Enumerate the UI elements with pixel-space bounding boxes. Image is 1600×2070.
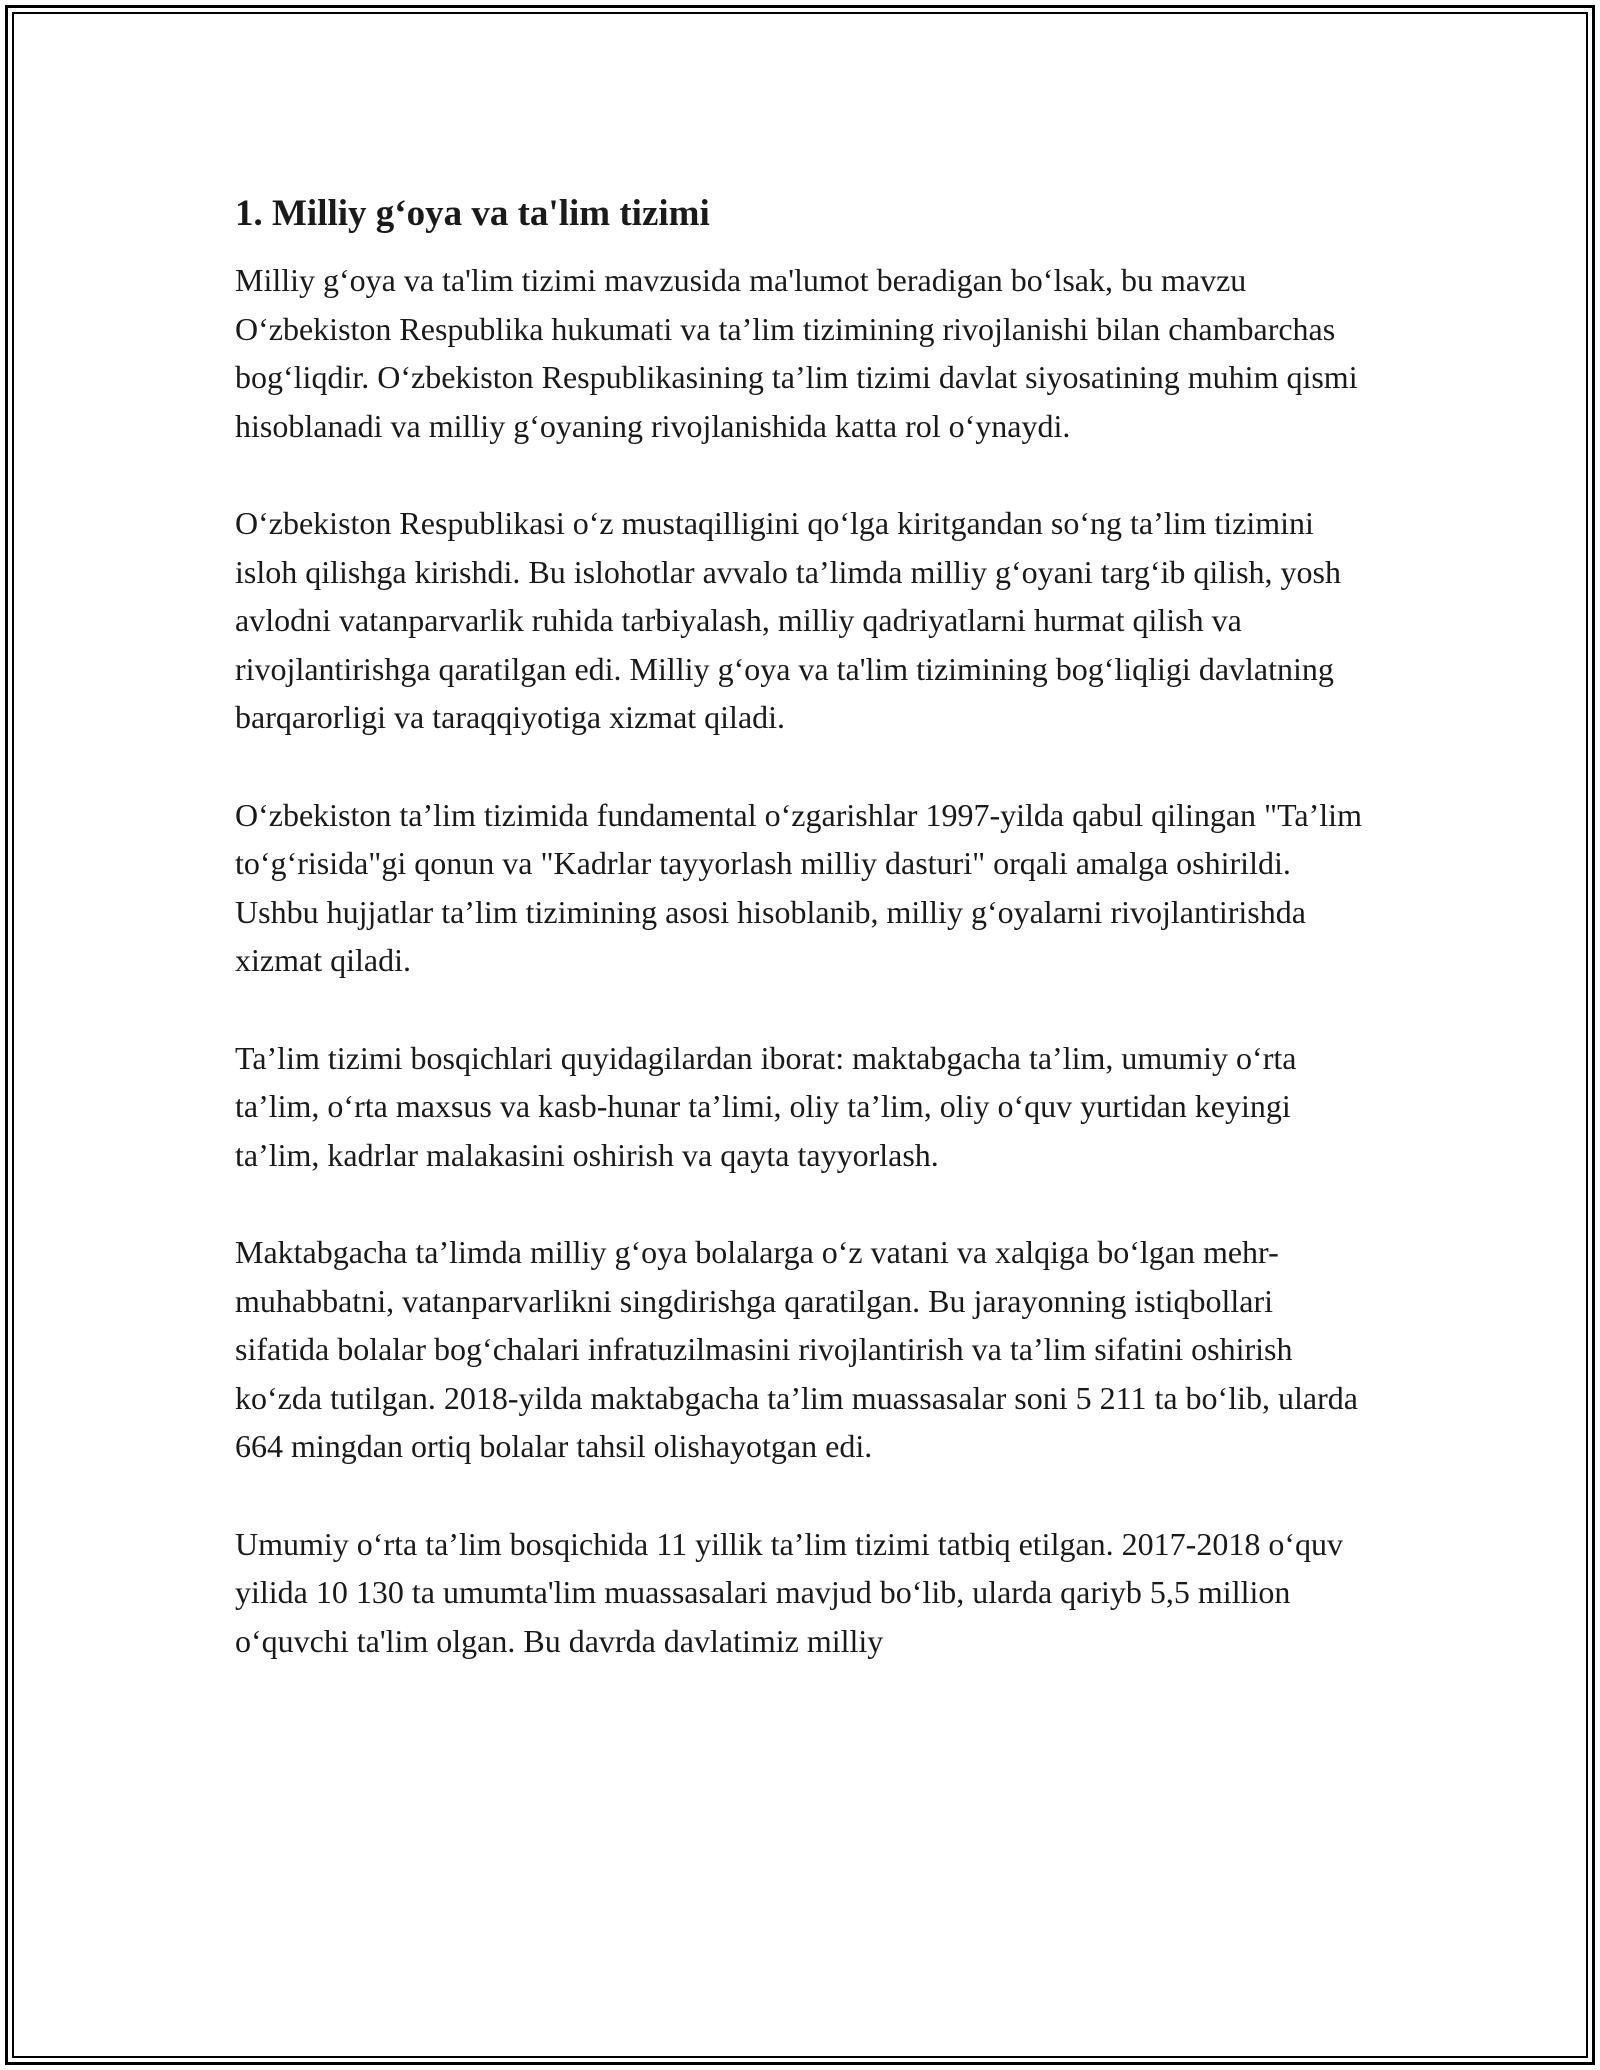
paragraph-1: Milliy g‘oya va ta'lim tizimi mavzusida ma'lumot beradigan bo‘lsak, bu mavzu O‘zbekiston Respublika hukumati va ta’lim tizimining rivojlanishi bilan chambarchas bog‘liqdir. O‘zbekiston Respublikasining ta’lim tizimi davlat siyosatining muhim qismi hisoblanadi va milliy g‘oyaning rivojlanishida katta rol o‘ynaydi.: [235, 262, 1358, 444]
paragraph-4: Ta’lim tizimi bosqichlari quyidagilardan iborat: maktabgacha ta’lim, umumiy o‘rta ta’lim, o‘rta maxsus va kasb-hunar ta’limi, oliy ta’lim, oliy o‘quv yurtidan keyingi ta’lim, kadrlar malakasini oshirish va qayta tayyorlash.: [235, 1039, 1297, 1173]
paragraph-5: Maktabgacha ta’limda milliy g‘oya bolalarga o‘z vatani va xalqiga bo‘lgan mehr-muhabbatni, vatanparvarlikni singdirishga qaratilgan. Bu jarayonning istiqbollari sifatida bolalar bog‘chalari infratuzilmasini rivojlantirish va ta’lim sifatini oshirish ko‘zda tutilgan. 2018-yilda maktabgacha ta’lim muassasalar soni 5 211 ta bo‘lib, ularda 664 mingdan ortiq bolalar tahsil olishayotgan edi.: [235, 1234, 1358, 1464]
paragraph-3: O‘zbekiston ta’lim tizimida fundamental o‘zgarishlar 1997-yilda qabul qilingan "Ta’lim to‘g‘risida"gi qonun va "Kadrlar tayyorlash milliy dasturi" orqali amalga oshirildi. Ushbu hujjatlar ta’lim tizimining asosi hisoblanib, milliy g‘oyalarni rivojlantirishda xizmat qiladi.: [235, 796, 1362, 978]
paragraph-6: Umumiy o‘rta ta’lim bosqichida 11 yillik ta’lim tizimi tatbiq etilgan. 2017-2018 o‘quv yilida 10 130 ta umumta'lim muassasalari mavjud bo‘lib, ularda qariyb 5,5 million o‘quvchi ta'lim olgan. Bu davrda davlatimiz milliy: [235, 1525, 1343, 1659]
document-body: [235, 188, 1375, 1714]
paragraph-2: O‘zbekiston Respublikasi o‘z mustaqilligini qo‘lga kiritgandan so‘ng ta’lim tizimini isloh qilishga kirishdi. Bu islohotlar avvalo ta’limda milliy g‘oyani targ‘ib qilish, yosh avlodni vatanparvarlik ruhida tarbiyalash, milliy qadriyatlarni hurmat qilish va rivojlantirishga qaratilgan edi. Milliy g‘oya va ta'lim tizimining bog‘liqligi davlatning barqarorligi va taraqqiyotiga xizmat qiladi.: [235, 505, 1341, 735]
section-heading: 1. Milliy g‘oya va ta'lim tizimi: [235, 193, 710, 234]
